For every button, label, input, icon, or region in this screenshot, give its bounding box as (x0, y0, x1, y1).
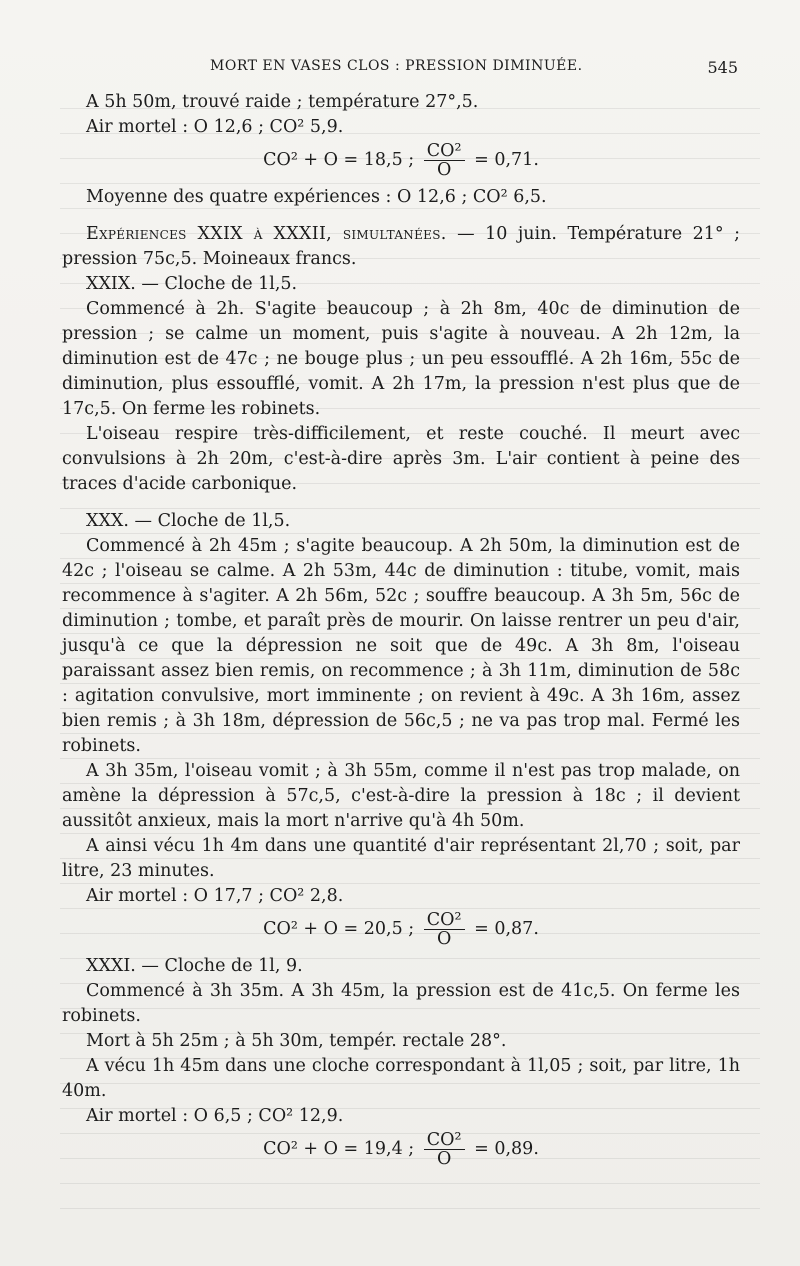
formula-right: = 0,87. (474, 919, 539, 939)
page-header (0, 58, 800, 80)
formula-left: CO² + O = 18,5 ; (263, 150, 415, 170)
body-text (62, 90, 740, 1174)
heading-rest: — 10 juin. Température 21° ; pression 75c,5. Moineaux francs. (62, 224, 740, 269)
paragraph: Air mortel : O 6,5 ; CO² 12,9. (86, 1106, 344, 1126)
paragraph: Mort à 5h 25m ; à 5h 30m, tempér. rectale 28°. (86, 1031, 507, 1051)
fraction-numerator: CO² (424, 142, 465, 161)
subsection-title: XXX. — Cloche de 1l,5. (86, 511, 291, 531)
fraction (424, 1131, 465, 1168)
section-heading: Expériences XXIX à XXXII, simultanées. (86, 224, 447, 244)
paragraph: A ainsi vécu 1h 4m dans une quantité d'air représentant 2l,70 ; soit, par litre, 23 minutes. (62, 836, 740, 881)
paragraph: Air mortel : O 12,6 ; CO² 5,9. (86, 117, 344, 137)
page-number: 545 (707, 58, 738, 77)
fraction-denominator: O (436, 929, 452, 949)
paragraph: A 5h 50m, trouvé raide ; température 27°,5. (86, 92, 479, 112)
paragraph: Commencé à 3h 35m. A 3h 45m, la pression est de 41c,5. On ferme les robinets. (62, 981, 740, 1026)
paragraph: Air mortel : O 17,7 ; CO² 2,8. (86, 886, 344, 906)
formula (62, 911, 740, 948)
fraction (424, 142, 465, 179)
paragraph: Moyenne des quatre expériences : O 12,6 ; CO² 6,5. (86, 187, 547, 207)
subsection-title: XXIX. — Cloche de 1l,5. (86, 274, 298, 294)
paragraph: Commencé à 2h 45m ; s'agite beaucoup. A 2h 50m, la diminution est de 42c ; l'oiseau se calme. A 2h 53m, 44c de diminution : titube, vomit, mais recommence à s'agiter. A 2h 56m, 52c ; souffre beaucoup. A 3h 5m, 56c de diminution ; tombe, et paraît près de mourir. On laisse rentrer un peu d'air, jusqu'à ce que la dépression ne soit que de 49c. A 3h 8m, l'oiseau paraissant assez bien remis, on recommence ; à 3h 11m, diminution de 58c : agitation convulsive, mort imminente ; on revient à 49c. A 3h 16m, assez bien remis ; à 3h 18m, dépression de 56c,5 ; ne va pas trop mal. Fermé les robinets. (62, 536, 740, 756)
fraction-numerator: CO² (424, 1131, 465, 1150)
fraction-denominator: O (436, 160, 452, 180)
running-title: MORT EN VASES CLOS : PRESSION DIMINUÉE. (210, 58, 583, 74)
formula-left: CO² + O = 19,4 ; (263, 1139, 415, 1159)
paragraph: A 3h 35m, l'oiseau vomit ; à 3h 55m, comme il n'est pas trop malade, on amène la dépression à 57c,5, c'est-à-dire la pression à 18c ; il devient aussitôt anxieux, mais la mort n'arrive qu'à 4h 50m. (62, 761, 740, 831)
fraction (424, 911, 465, 948)
paragraph (62, 222, 740, 272)
paragraph: A vécu 1h 45m dans une cloche correspondant à 1l,05 ; soit, par litre, 1h 40m. (62, 1056, 740, 1101)
formula (62, 1131, 740, 1168)
formula (62, 142, 740, 179)
fraction-denominator: O (436, 1149, 452, 1169)
formula-right: = 0,89. (474, 1139, 539, 1159)
paragraph: L'oiseau respire très-difficilement, et reste couché. Il meurt avec convulsions à 2h 20m, c'est-à-dire après 3m. L'air contient à peine des traces d'acide carbonique. (62, 424, 740, 494)
paragraph: Commencé à 2h. S'agite beaucoup ; à 2h 8m, 40c de diminution de pression ; se calme un moment, puis s'agite à nouveau. A 2h 12m, la diminution est de 47c ; ne bouge plus ; un peu essoufflé. A 2h 16m, 55c de diminution, plus essoufflé, vomit. A 2h 17m, la pression n'est plus que de 17c,5. On ferme les robinets. (62, 299, 740, 419)
formula-left: CO² + O = 20,5 ; (263, 919, 415, 939)
subsection-title: XXXI. — Cloche de 1l, 9. (86, 956, 303, 976)
formula-right: = 0,71. (474, 150, 539, 170)
fraction-numerator: CO² (424, 911, 465, 930)
